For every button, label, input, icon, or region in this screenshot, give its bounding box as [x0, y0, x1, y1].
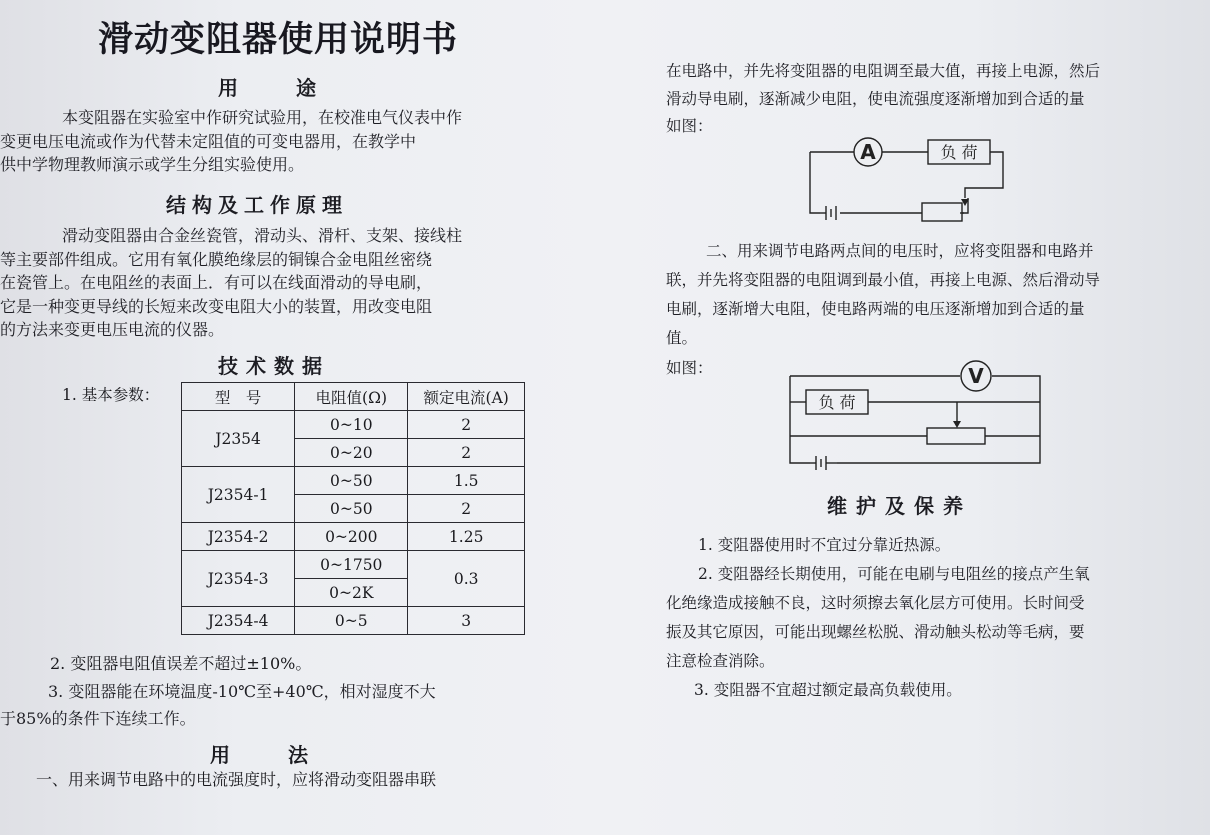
uses-line: 变更电压电流或作为代替未定阻值的可变电器用，在教学中	[0, 131, 417, 151]
spec-header-row	[182, 383, 525, 411]
slider-arrow	[953, 421, 961, 428]
spec-table	[181, 382, 525, 635]
maintenance-item: 3. 变阻器不宜超过额定最高负载使用。	[694, 681, 962, 699]
load-label: 负 荷	[940, 143, 978, 162]
voltage-usage-line: 电刷，逐渐增大电阻，使电路两端的电压逐渐增加到合适的量	[666, 300, 1085, 318]
current-usage-line: 在电路中，并先将变阻器的电阻调至最大值，再接上电源，然后	[666, 62, 1101, 80]
voltage-usage-paragraph	[666, 237, 1100, 353]
current-cell: 2	[408, 439, 525, 467]
table-row	[182, 411, 525, 439]
voltage-usage-line: 二、用来调节电路两点间的电压时，应将变阻器和电路并	[706, 242, 1094, 260]
structure-line: 滑动变阻器由合金丝瓷管，滑动头、滑杆、支架、接线柱	[62, 226, 463, 245]
uses-heading: 用 途	[218, 76, 322, 100]
wire	[837, 376, 1040, 463]
usage-first-line: 一、用来调节电路中的电流强度时，应将滑动变阻器串联	[36, 770, 437, 789]
model-cell: J2354-1	[182, 467, 295, 523]
parallel-circuit-diagram	[782, 358, 1047, 473]
structure-paragraph	[0, 224, 462, 342]
maintenance-item: 1. 变阻器使用时不宜过分靠近热源。	[698, 536, 951, 554]
resistance-cell: 0~2K	[295, 579, 408, 607]
model-cell: J2354-4	[182, 607, 295, 635]
current-cell: 2	[408, 411, 525, 439]
tech-heading: 技术数据	[218, 354, 330, 378]
environment-line: 于85%的条件下连续工作。	[0, 709, 196, 728]
current-usage-paragraph	[666, 58, 1100, 141]
figure-label: 如图：	[666, 359, 713, 377]
maintenance-item: 振及其它原因，可能出现螺丝松脱、滑动触头松动等毛病，要	[666, 623, 1085, 641]
col-header-current: 额定电流(A)	[408, 383, 525, 411]
current-cell: 1.5	[408, 467, 525, 495]
maintenance-heading: 维护及保养	[827, 494, 972, 518]
usage-heading: 用 法	[210, 743, 314, 767]
structure-heading: 结构及工作原理	[166, 193, 348, 217]
ammeter-label: A	[860, 140, 876, 164]
resistance-cell: 0~50	[295, 495, 408, 523]
current-cell: 0.3	[408, 551, 525, 607]
current-cell: 3	[408, 607, 525, 635]
maintenance-list	[666, 531, 1090, 705]
model-cell: J2354-3	[182, 551, 295, 607]
environment-note	[0, 678, 436, 732]
col-header-resistance: 电阻值(Ω)	[295, 383, 408, 411]
resistance-cell: 0~5	[295, 607, 408, 635]
maintenance-item: 注意检查消除。	[666, 652, 775, 670]
uses-line: 供中学物理教师演示或学生分组实验使用。	[0, 155, 305, 174]
series-circuit-diagram	[800, 130, 1015, 225]
current-usage-line: 滑动导电刷，逐渐减少电阻，使电流强度逐渐增加到合适的量	[666, 89, 1085, 108]
structure-line: 的方法来变更电压电流的仪器。	[0, 320, 225, 339]
structure-line: 在瓷管上。在电阻丝的表面上．有可以在线面滑动的导电刷，	[0, 273, 433, 292]
col-header-model: 型 号	[182, 383, 295, 411]
load-label: 负 荷	[818, 393, 856, 412]
current-cell: 2	[408, 495, 525, 523]
resistance-cell: 0~50	[295, 467, 408, 495]
resistance-cell: 0~20	[295, 439, 408, 467]
rheostat-symbol	[927, 428, 985, 444]
uses-paragraph	[0, 106, 462, 177]
resistance-cell: 0~10	[295, 411, 408, 439]
voltmeter-label: V	[968, 364, 984, 388]
maintenance-item: 化绝缘造成接触不良，这时须擦去氧化层方可使用。长时间受	[666, 594, 1085, 612]
maintenance-item: 2. 变阻器经长期使用，可能在电刷与电阻丝的接点产生氧	[698, 565, 1090, 583]
table-row	[182, 607, 525, 635]
current-usage-line: 如图：	[666, 117, 713, 135]
structure-line: 等主要部件组成。它用有氧化膜绝缘层的铜镍合金电阻丝密绕	[0, 249, 433, 269]
uses-line: 本变阻器在实验室中作研究试验用，在校准电气仪表中作	[62, 108, 463, 127]
document-title: 滑动变阻器使用说明书	[98, 19, 459, 60]
tolerance-note: 2. 变阻器电阻值误差不超过±10%。	[50, 654, 312, 673]
table-row	[182, 467, 525, 495]
resistance-cell: 0~200	[295, 523, 408, 551]
rheostat-symbol	[922, 203, 962, 221]
table-row	[182, 523, 525, 551]
model-cell: J2354-2	[182, 523, 295, 551]
environment-line: 3. 变阻器能在环境温度-10℃至+40℃，相对湿度不大	[48, 682, 436, 701]
param-label: 1. 基本参数：	[62, 386, 160, 404]
wire	[790, 376, 810, 463]
wire	[810, 152, 820, 213]
structure-line: 它是一种变更导线的长短来改变电阻大小的装置，用改变电阻	[0, 296, 433, 316]
current-cell: 1.25	[408, 523, 525, 551]
resistance-cell: 0~1750	[295, 551, 408, 579]
model-cell: J2354	[182, 411, 295, 467]
voltage-usage-line: 值。	[666, 329, 698, 347]
table-row	[182, 551, 525, 579]
voltage-usage-line: 联，并先将变阻器的电阻调到最小值，再接上电源、然后滑动导	[666, 271, 1101, 289]
